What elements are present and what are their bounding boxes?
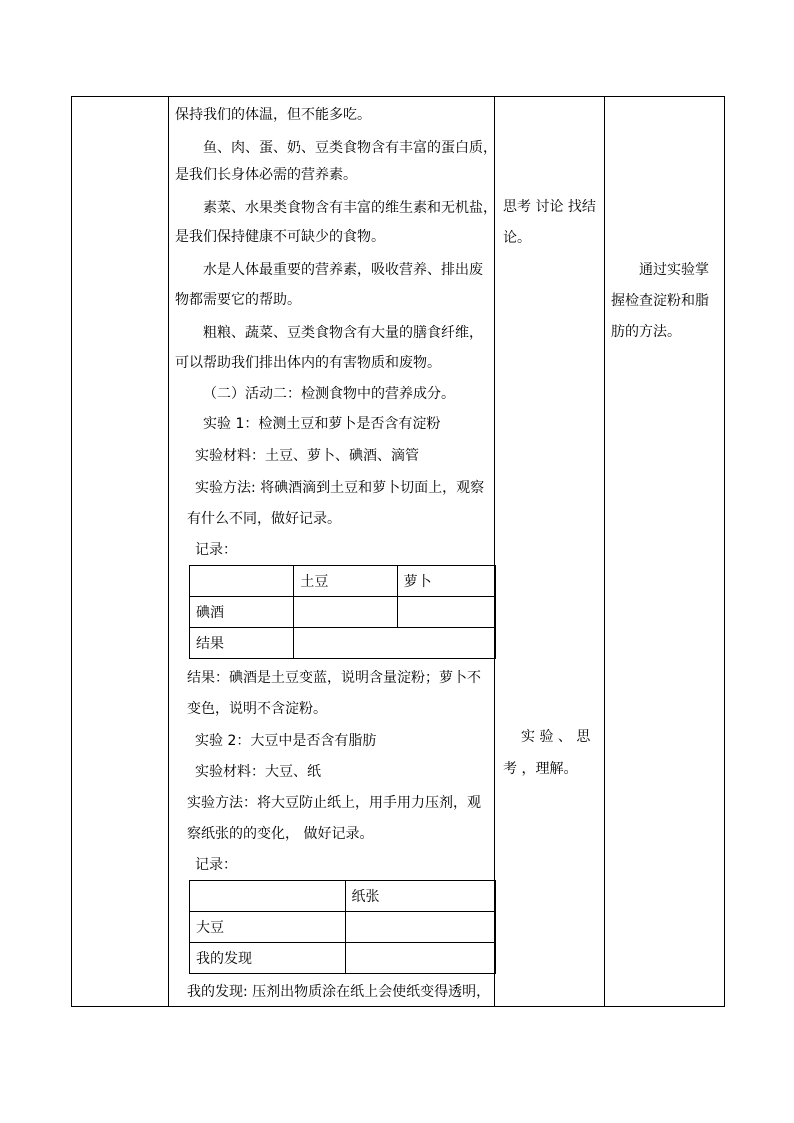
table-cell xyxy=(345,943,496,974)
text-line: 粗粮、蔬菜、豆类食物含有大量的膳食纤维， xyxy=(203,325,483,341)
table-cell xyxy=(294,597,397,628)
record-label: 记录： xyxy=(195,857,237,873)
table-header: 土豆 xyxy=(294,566,397,597)
text-line: 保持我们的体温，但不能多吃。 xyxy=(175,107,371,123)
experiment-title: 实验 2：大豆中是否含有脂肪 xyxy=(195,733,377,749)
text-line: 物都需要它的帮助。 xyxy=(175,292,301,308)
student-text: 论。 xyxy=(503,230,531,246)
text-line: 水是人体最重要的营养素，吸收营养、排出废 xyxy=(203,262,483,278)
table-cell xyxy=(345,912,496,943)
design-intent-cell xyxy=(605,97,725,1007)
text-line: 察纸张的的变化， 做好记录。 xyxy=(187,826,374,842)
table-row-label: 结果 xyxy=(190,628,294,659)
text-line: 实验材料：大豆、纸 xyxy=(195,764,321,780)
intent-text: 握检查淀粉和脂 xyxy=(611,293,709,309)
record-table-2 xyxy=(189,880,496,974)
record-table-1 xyxy=(189,565,496,659)
text-line: 是我们保持健康不可缺少的食物。 xyxy=(175,229,385,245)
record-label: 记录： xyxy=(195,542,237,558)
text-line: 实验方法: 将碘酒滴到土豆和萝卜切面上，观察 xyxy=(195,480,485,496)
student-text: 考 ，理解。 xyxy=(503,761,578,777)
table-cell xyxy=(397,597,495,628)
experiment-title: 实验 1：检测土豆和萝卜是否含有淀粉 xyxy=(203,416,441,432)
intent-text: 肪的方法。 xyxy=(611,324,681,340)
text-line: 是我们长身体必需的营养素。 xyxy=(175,167,357,183)
text-line: 结果：碘酒是土豆变蓝，说明含量淀粉；萝卜不 xyxy=(187,670,481,686)
table-cell xyxy=(294,628,496,659)
text-line: 有什么不同，做好记录。 xyxy=(187,511,341,527)
table-header: 萝卜 xyxy=(397,566,495,597)
table-row-label: 我的发现 xyxy=(190,943,346,974)
student-activity-cell xyxy=(495,97,605,1007)
text-line: 可以帮助我们排出体内的有害物质和废物。 xyxy=(175,355,441,371)
text-line: 鱼、肉、蛋、奶、豆类食物含有丰富的蛋白质， xyxy=(203,140,497,156)
student-text: 实 验 、 思 xyxy=(521,729,591,745)
text-line: 素菜、水果类食物含有丰富的维生素和无机盐， xyxy=(203,200,497,216)
table-header: 纸张 xyxy=(345,881,496,912)
text-line: 我的发现: 压剂出物质涂在纸上会使纸变得透明， xyxy=(187,984,491,1000)
table-row-label: 碘酒 xyxy=(190,597,294,628)
intent-text: 通过实验掌 xyxy=(639,262,709,278)
teaching-process-cell xyxy=(169,97,495,1007)
section-heading: （二）活动二：检测食物中的营养成分。 xyxy=(203,386,455,402)
empty-left-cell xyxy=(72,97,169,1007)
table-cell xyxy=(190,566,294,597)
text-line: 实验方法：将大豆防止纸上，用手用力压剂，观 xyxy=(187,795,481,811)
text-line: 变色，说明不含淀粉。 xyxy=(187,701,327,717)
text-line: 实验材料：土豆、萝卜、碘酒、滴管 xyxy=(195,448,419,464)
table-cell xyxy=(190,881,346,912)
student-text: 思考 讨论 找结 xyxy=(503,199,596,215)
table-row-label: 大豆 xyxy=(190,912,346,943)
lesson-plan-table xyxy=(71,96,725,1007)
